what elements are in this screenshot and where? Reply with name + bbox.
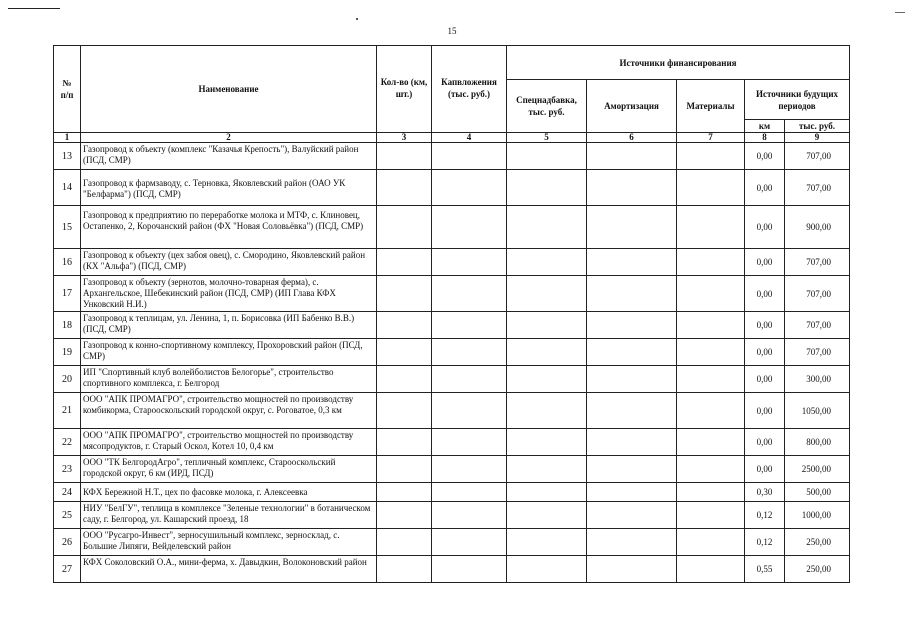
row-name: КФХ Бережной Н.Т., цех по фасовке молока, г. Алексеевка	[81, 483, 377, 502]
cell-special	[507, 393, 587, 429]
row-name: Газопровод к предприятию по переработке молока и МТФ, с. Клиновец, Остапенко, 2, Корочанский район (ФХ "Новая Соловьёвка") (ПСД, СМР)	[81, 206, 377, 249]
cell-qty	[377, 312, 432, 339]
cell-materials	[677, 429, 745, 456]
cell-invest	[432, 502, 507, 529]
row-number: 25	[54, 502, 81, 529]
cell-km: 0,00	[745, 429, 785, 456]
table-row	[54, 429, 850, 456]
top-edge-mark	[895, 12, 905, 13]
cell-materials	[677, 170, 745, 206]
cell-special	[507, 143, 587, 170]
cell-invest	[432, 312, 507, 339]
row-name: Газопровод к конно-спортивному комплексу, Прохоровский район (ПСД, СМР)	[81, 339, 377, 366]
cell-rub: 800,00	[785, 429, 850, 456]
cell-materials	[677, 483, 745, 502]
cell-km: 0,12	[745, 529, 785, 556]
table-row	[54, 206, 850, 249]
cell-rub: 707,00	[785, 276, 850, 312]
cell-qty	[377, 483, 432, 502]
row-number: 23	[54, 456, 81, 483]
row-name: КФХ Соколовский О.А., мини-ферма, х. Давыдкин, Волоконовский район	[81, 556, 377, 583]
cell-qty	[377, 339, 432, 366]
cell-km: 0,00	[745, 456, 785, 483]
cell-km: 0,00	[745, 170, 785, 206]
cell-rub: 500,00	[785, 483, 850, 502]
cell-amort	[587, 312, 677, 339]
cell-rub: 250,00	[785, 529, 850, 556]
table-row	[54, 249, 850, 276]
cell-special	[507, 483, 587, 502]
column-index: 9	[785, 133, 850, 143]
cell-qty	[377, 170, 432, 206]
cell-special	[507, 502, 587, 529]
cell-invest	[432, 483, 507, 502]
cell-materials	[677, 249, 745, 276]
row-number: 22	[54, 429, 81, 456]
cell-rub: 707,00	[785, 170, 850, 206]
cell-amort	[587, 206, 677, 249]
cell-special	[507, 170, 587, 206]
cell-rub: 707,00	[785, 339, 850, 366]
header-sources: Источники финансирования	[507, 46, 850, 80]
cell-qty	[377, 393, 432, 429]
table-row	[54, 556, 850, 583]
column-index: 8	[745, 133, 785, 143]
row-name: Газопровод к теплицам, ул. Ленина, 1, п. Борисовка (ИП Бабенко В.В.) (ПСД, СМР)	[81, 312, 377, 339]
cell-invest	[432, 393, 507, 429]
financing-table	[53, 45, 850, 583]
cell-amort	[587, 556, 677, 583]
top-rule	[8, 8, 60, 9]
cell-rub: 250,00	[785, 556, 850, 583]
row-number: 24	[54, 483, 81, 502]
row-name: ИП "Спортивный клуб волейболистов Белогорье", строительство спортивного комплекса, г. Белгород	[81, 366, 377, 393]
cell-amort	[587, 366, 677, 393]
cell-amort	[587, 529, 677, 556]
table-row	[54, 393, 850, 429]
row-name: ООО "Русагро-Инвест", зерносушильный комплекс, зерносклад, с. Большие Липяги, Вейделевский район	[81, 529, 377, 556]
cell-special	[507, 206, 587, 249]
cell-km: 0,00	[745, 366, 785, 393]
cell-special	[507, 429, 587, 456]
cell-amort	[587, 170, 677, 206]
cell-invest	[432, 366, 507, 393]
row-number: 15	[54, 206, 81, 249]
cell-materials	[677, 456, 745, 483]
table-row	[54, 366, 850, 393]
cell-km: 0,30	[745, 483, 785, 502]
row-number: 18	[54, 312, 81, 339]
cell-materials	[677, 206, 745, 249]
cell-km: 0,00	[745, 339, 785, 366]
cell-rub: 900,00	[785, 206, 850, 249]
header-rub: тыс. руб.	[785, 120, 850, 133]
cell-qty	[377, 276, 432, 312]
cell-special	[507, 312, 587, 339]
cell-special	[507, 456, 587, 483]
cell-km: 0,12	[745, 502, 785, 529]
row-number: 20	[54, 366, 81, 393]
cell-special	[507, 339, 587, 366]
cell-amort	[587, 393, 677, 429]
cell-rub: 707,00	[785, 312, 850, 339]
column-index: 1	[54, 133, 81, 143]
header-invest: Капвложения (тыс. руб.)	[432, 46, 507, 133]
column-index: 3	[377, 133, 432, 143]
cell-qty	[377, 206, 432, 249]
row-number: 19	[54, 339, 81, 366]
column-index: 2	[81, 133, 377, 143]
cell-amort	[587, 339, 677, 366]
table-row	[54, 339, 850, 366]
table-row	[54, 483, 850, 502]
header-amort: Амортизация	[587, 80, 677, 133]
cell-rub: 1000,00	[785, 502, 850, 529]
table-row	[54, 170, 850, 206]
cell-qty	[377, 529, 432, 556]
cell-materials	[677, 312, 745, 339]
cell-invest	[432, 276, 507, 312]
cell-amort	[587, 429, 677, 456]
cell-invest	[432, 429, 507, 456]
cell-km: 0,00	[745, 143, 785, 170]
header-name: Наименование	[81, 46, 377, 133]
cell-materials	[677, 556, 745, 583]
cell-invest	[432, 143, 507, 170]
cell-special	[507, 366, 587, 393]
row-name: ООО "АПК ПРОМАГРО", строительство мощностей по производству комбикорма, Старооскольский городской округ, с. Роговатое, 0,3 км	[81, 393, 377, 429]
row-name: ООО "ТК БелгородАгро", тепличный комплекс, Старооскольский городской округ, 6 км (ИРД, ПСД)	[81, 456, 377, 483]
table-row	[54, 276, 850, 312]
row-name: ООО "АПК ПРОМАГРО", строительство мощностей по производству мясопродуктов, г. Старый Оскол, Котел 10, 0,4 км	[81, 429, 377, 456]
row-number: 17	[54, 276, 81, 312]
cell-amort	[587, 249, 677, 276]
row-number: 14	[54, 170, 81, 206]
column-index: 4	[432, 133, 507, 143]
cell-amort	[587, 143, 677, 170]
header-km: км	[745, 120, 785, 133]
cell-invest	[432, 206, 507, 249]
row-name: Газопровод к объекту (комплекс "Казачья Крепость"), Валуйский район (ПСД, СМР)	[81, 143, 377, 170]
cell-amort	[587, 502, 677, 529]
scan-speck	[356, 18, 358, 20]
row-number: 13	[54, 143, 81, 170]
cell-qty	[377, 556, 432, 583]
row-number: 27	[54, 556, 81, 583]
cell-invest	[432, 556, 507, 583]
header-num: № п/п	[54, 46, 81, 133]
cell-qty	[377, 249, 432, 276]
cell-special	[507, 556, 587, 583]
table-row	[54, 312, 850, 339]
cell-qty	[377, 143, 432, 170]
cell-materials	[677, 393, 745, 429]
row-number: 26	[54, 529, 81, 556]
header-materials: Материалы	[677, 80, 745, 133]
row-number: 21	[54, 393, 81, 429]
row-name: Газопровод к объекту (цех забоя овец), с. Смородино, Яковлевский район (КХ "Альфа") (ПСД, СМР)	[81, 249, 377, 276]
cell-materials	[677, 366, 745, 393]
cell-rub: 1050,00	[785, 393, 850, 429]
table-row	[54, 502, 850, 529]
row-name: Газопровод к фармзаводу, с. Терновка, Яковлевский район (ОАО УК "Белфарма") (ПСД, СМР)	[81, 170, 377, 206]
cell-qty	[377, 502, 432, 529]
cell-invest	[432, 456, 507, 483]
cell-qty	[377, 456, 432, 483]
cell-invest	[432, 339, 507, 366]
table-row	[54, 456, 850, 483]
cell-invest	[432, 529, 507, 556]
cell-materials	[677, 502, 745, 529]
cell-materials	[677, 529, 745, 556]
cell-qty	[377, 429, 432, 456]
header-future: Источники будущих периодов	[745, 80, 850, 120]
column-index: 6	[587, 133, 677, 143]
cell-km: 0,00	[745, 393, 785, 429]
cell-special	[507, 249, 587, 276]
table-header	[54, 46, 850, 143]
cell-amort	[587, 456, 677, 483]
row-number: 16	[54, 249, 81, 276]
cell-materials	[677, 143, 745, 170]
column-index: 7	[677, 133, 745, 143]
row-name: Газопровод к объекту (зернотов, молочно-товарная ферма), с. Архангельское, Шебекинский район (ПСД, СМР) (ИП Глава КФХ Унковский Н.И.)	[81, 276, 377, 312]
cell-special	[507, 276, 587, 312]
cell-rub: 707,00	[785, 143, 850, 170]
cell-km: 0,00	[745, 276, 785, 312]
cell-km: 0,00	[745, 206, 785, 249]
cell-km: 0,55	[745, 556, 785, 583]
cell-km: 0,00	[745, 249, 785, 276]
header-qty: Кол-во (км, шт.)	[377, 46, 432, 133]
row-name: НИУ "БелГУ", теплица в комплексе "Зеленые технологии" в ботаническом саду, г. Белгород, ул. Кашарский проезд, 18	[81, 502, 377, 529]
cell-materials	[677, 276, 745, 312]
cell-invest	[432, 170, 507, 206]
cell-km: 0,00	[745, 312, 785, 339]
table-row	[54, 529, 850, 556]
cell-special	[507, 529, 587, 556]
cell-qty	[377, 366, 432, 393]
page-number: 15	[447, 26, 457, 36]
cell-amort	[587, 483, 677, 502]
cell-rub: 2500,00	[785, 456, 850, 483]
column-index: 5	[507, 133, 587, 143]
cell-invest	[432, 249, 507, 276]
cell-materials	[677, 339, 745, 366]
cell-amort	[587, 276, 677, 312]
cell-rub: 300,00	[785, 366, 850, 393]
header-special: Спецнадбавка, тыс. руб.	[507, 80, 587, 133]
cell-rub: 707,00	[785, 249, 850, 276]
table-row	[54, 143, 850, 170]
